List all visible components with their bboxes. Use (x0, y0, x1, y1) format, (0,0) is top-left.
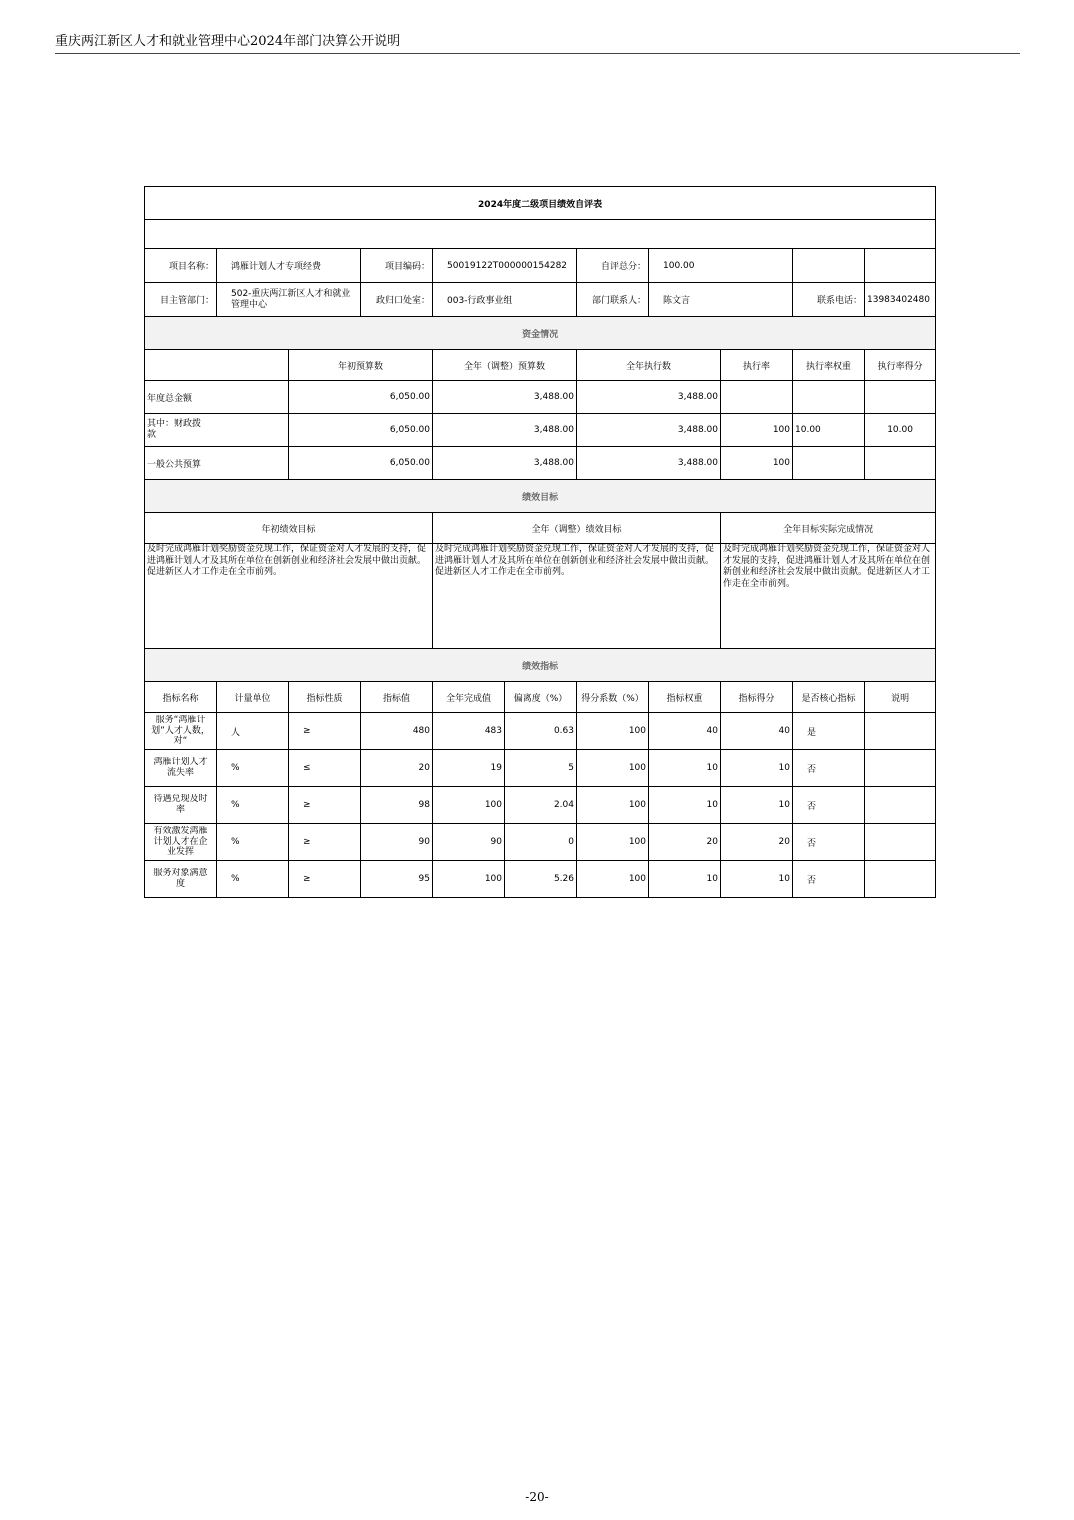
ind-score: 10 (721, 750, 793, 787)
ind-col-core: 是否核心指标 (793, 682, 865, 713)
ind-done: 90 (433, 824, 505, 861)
ind-name (145, 861, 217, 898)
fund-budget: 6,050.00 (289, 414, 433, 447)
ind-name-text: 鸿雁计划人才流失率 (153, 757, 208, 778)
ind-dev: 5 (505, 750, 577, 787)
ind-name-text: 待遇兑现及时率 (153, 794, 208, 815)
ind-score: 10 (721, 787, 793, 824)
fund-rate: 100 (721, 414, 793, 447)
ind-unit: % (217, 750, 289, 787)
ind-core: 否 (793, 861, 865, 898)
project-name: 鸿雁计划人才专项经费 (217, 249, 361, 283)
goal-actual-header: 全年目标实际完成情况 (721, 513, 936, 544)
col-adjusted: 全年（调整）预算数 (433, 350, 577, 381)
fund-score: 10.00 (865, 414, 936, 447)
ind-name-text: 有效激发鸿雁计划人才在企业发挥 (153, 825, 208, 858)
funds-row (145, 414, 936, 447)
ind-name (145, 750, 217, 787)
ind-col-note: 说明 (865, 682, 936, 713)
ind-weight: 20 (649, 824, 721, 861)
ind-name (145, 713, 217, 750)
ind-name (145, 787, 217, 824)
goal-initial-header: 年初绩效目标 (145, 513, 433, 544)
ind-col-nature: 指标性质 (289, 682, 361, 713)
goals-header-row (145, 513, 936, 544)
ind-weight: 40 (649, 713, 721, 750)
ind-target: 480 (361, 713, 433, 750)
page-number: -20- (525, 1490, 549, 1504)
indicator-row (145, 787, 936, 824)
fund-score (865, 381, 936, 414)
ind-unit: % (217, 824, 289, 861)
ind-col-weight: 指标权重 (649, 682, 721, 713)
ind-note (865, 787, 936, 824)
project-name-label: 项目名称： (145, 249, 217, 283)
col-score: 执行率得分 (865, 350, 936, 381)
ind-done: 483 (433, 713, 505, 750)
ind-dev: 0.63 (505, 713, 577, 750)
ind-core: 否 (793, 787, 865, 824)
goal-actual-text: 及时完成鸿雁计划奖励资金兑现工作，保证资金对人才发展的支持，促进鸿雁计划人才及其所在单位在创新创业和经济社会发展中做出贡献。促进新区人才工作走在全市前列。 (721, 544, 936, 649)
fund-executed: 3,488.00 (577, 414, 721, 447)
header-divider (55, 53, 1020, 54)
ind-col-unit: 计量单位 (217, 682, 289, 713)
ind-dev: 0 (505, 824, 577, 861)
ind-score: 20 (721, 824, 793, 861)
ind-col-target: 指标值 (361, 682, 433, 713)
ind-score: 40 (721, 713, 793, 750)
empty-cell (865, 249, 936, 283)
ind-weight: 10 (649, 861, 721, 898)
info-row-1 (145, 249, 936, 283)
empty-cell (145, 350, 289, 381)
empty-cell (793, 249, 865, 283)
fund-adjusted: 3,488.00 (433, 381, 577, 414)
ind-dev: 5.26 (505, 861, 577, 898)
ind-done: 100 (433, 787, 505, 824)
ind-col-done: 全年完成值 (433, 682, 505, 713)
ind-weight: 10 (649, 787, 721, 824)
table-title: 2024年度二级项目绩效自评表 (145, 187, 936, 220)
office-label: 政归口处室： (361, 283, 433, 317)
funds-section-title: 资金情况 (145, 317, 936, 350)
fund-weight (793, 381, 865, 414)
goals-row (145, 544, 936, 649)
fund-name-text: 其中：财政拨款 (147, 419, 202, 440)
contact-name: 陈文言 (649, 283, 793, 317)
ind-nature: ≤ (289, 750, 361, 787)
ind-target: 20 (361, 750, 433, 787)
dept-name: 502-重庆两江新区人才和就业管理中心 (217, 283, 361, 317)
col-weight: 执行率权重 (793, 350, 865, 381)
ind-nature: ≥ (289, 787, 361, 824)
indicators-section-title: 绩效指标 (145, 649, 936, 682)
goal-adjusted-text: 及时完成鸿雁计划奖励资金兑现工作，保证资金对人才发展的支持，促进鸿雁计划人才及其所在单位在创新创业和经济社会发展中做出贡献。促进新区人才工作走在全市前列。 (433, 544, 721, 649)
ind-coef: 100 (577, 861, 649, 898)
ind-col-score: 指标得分 (721, 682, 793, 713)
ind-note (865, 824, 936, 861)
phone-number: 13983402480 (865, 283, 936, 317)
contact-label: 部门联系人： (577, 283, 649, 317)
indicator-row (145, 713, 936, 750)
fund-weight (793, 447, 865, 480)
fund-adjusted: 3,488.00 (433, 414, 577, 447)
ind-nature: ≥ (289, 861, 361, 898)
project-code: 50019122T000000154282 (433, 249, 577, 283)
fund-name: 一般公共预算 (145, 447, 289, 480)
col-rate: 执行率 (721, 350, 793, 381)
ind-core: 否 (793, 824, 865, 861)
ind-done: 100 (433, 861, 505, 898)
blank-row (145, 220, 936, 249)
fund-weight: 10.00 (793, 414, 865, 447)
ind-dev: 2.04 (505, 787, 577, 824)
fund-budget: 6,050.00 (289, 381, 433, 414)
phone-label: 联系电话： (793, 283, 865, 317)
ind-name-text: 服务对象满意度 (153, 868, 208, 889)
col-budget: 年初预算数 (289, 350, 433, 381)
fund-executed: 3,488.00 (577, 381, 721, 414)
goal-adjusted-header: 全年（调整）绩效目标 (433, 513, 721, 544)
fund-budget: 6,050.00 (289, 447, 433, 480)
funds-row (145, 447, 936, 480)
page-header: 重庆两江新区人才和就业管理中心2024年部门决算公开说明 (55, 34, 401, 49)
ind-unit: % (217, 861, 289, 898)
indicator-row (145, 824, 936, 861)
dept-label: 目主管部门： (145, 283, 217, 317)
ind-col-dev: 偏离度（%） (505, 682, 577, 713)
goal-initial-text: 及时完成鸿雁计划奖励资金兑现工作，保证资金对人才发展的支持，促进鸿雁计划人才及其所在单位在创新创业和经济社会发展中做出贡献。促进新区人才工作走在全市前列。 (145, 544, 433, 649)
ind-note (865, 713, 936, 750)
fund-rate: 100 (721, 447, 793, 480)
info-row-2 (145, 283, 936, 317)
ind-target: 98 (361, 787, 433, 824)
project-code-label: 项目编码： (361, 249, 433, 283)
ind-note (865, 750, 936, 787)
ind-weight: 10 (649, 750, 721, 787)
ind-target: 90 (361, 824, 433, 861)
ind-note (865, 861, 936, 898)
fund-name: 年度总金额 (145, 381, 289, 414)
col-executed: 全年执行数 (577, 350, 721, 381)
indicator-row (145, 750, 936, 787)
ind-target: 95 (361, 861, 433, 898)
fund-adjusted: 3,488.00 (433, 447, 577, 480)
ind-unit: 人 (217, 713, 289, 750)
goals-section-title: 绩效目标 (145, 480, 936, 513)
ind-coef: 100 (577, 787, 649, 824)
ind-unit: % (217, 787, 289, 824)
indicator-row (145, 861, 936, 898)
indicators-header-row (145, 682, 936, 713)
ind-nature: ≥ (289, 824, 361, 861)
ind-score: 10 (721, 861, 793, 898)
fund-executed: 3,488.00 (577, 447, 721, 480)
score-label: 自评总分： (577, 249, 649, 283)
ind-core: 否 (793, 750, 865, 787)
ind-name (145, 824, 217, 861)
ind-coef: 100 (577, 750, 649, 787)
funds-row (145, 381, 936, 414)
ind-done: 19 (433, 750, 505, 787)
fund-rate (721, 381, 793, 414)
total-score: 100.00 (649, 249, 793, 283)
funds-header-row (145, 350, 936, 381)
ind-coef: 100 (577, 713, 649, 750)
office-name: 003-行政事业组 (433, 283, 577, 317)
ind-col-name: 指标名称 (145, 682, 217, 713)
ind-col-coef: 得分系数（%） (577, 682, 649, 713)
ind-core: 是 (793, 713, 865, 750)
fund-score (865, 447, 936, 480)
fund-name (145, 414, 289, 447)
ind-name-text: 服务“鸿雁计划”人才人数，对“ (151, 714, 210, 747)
ind-nature: ≥ (289, 713, 361, 750)
performance-table (144, 186, 936, 898)
ind-coef: 100 (577, 824, 649, 861)
